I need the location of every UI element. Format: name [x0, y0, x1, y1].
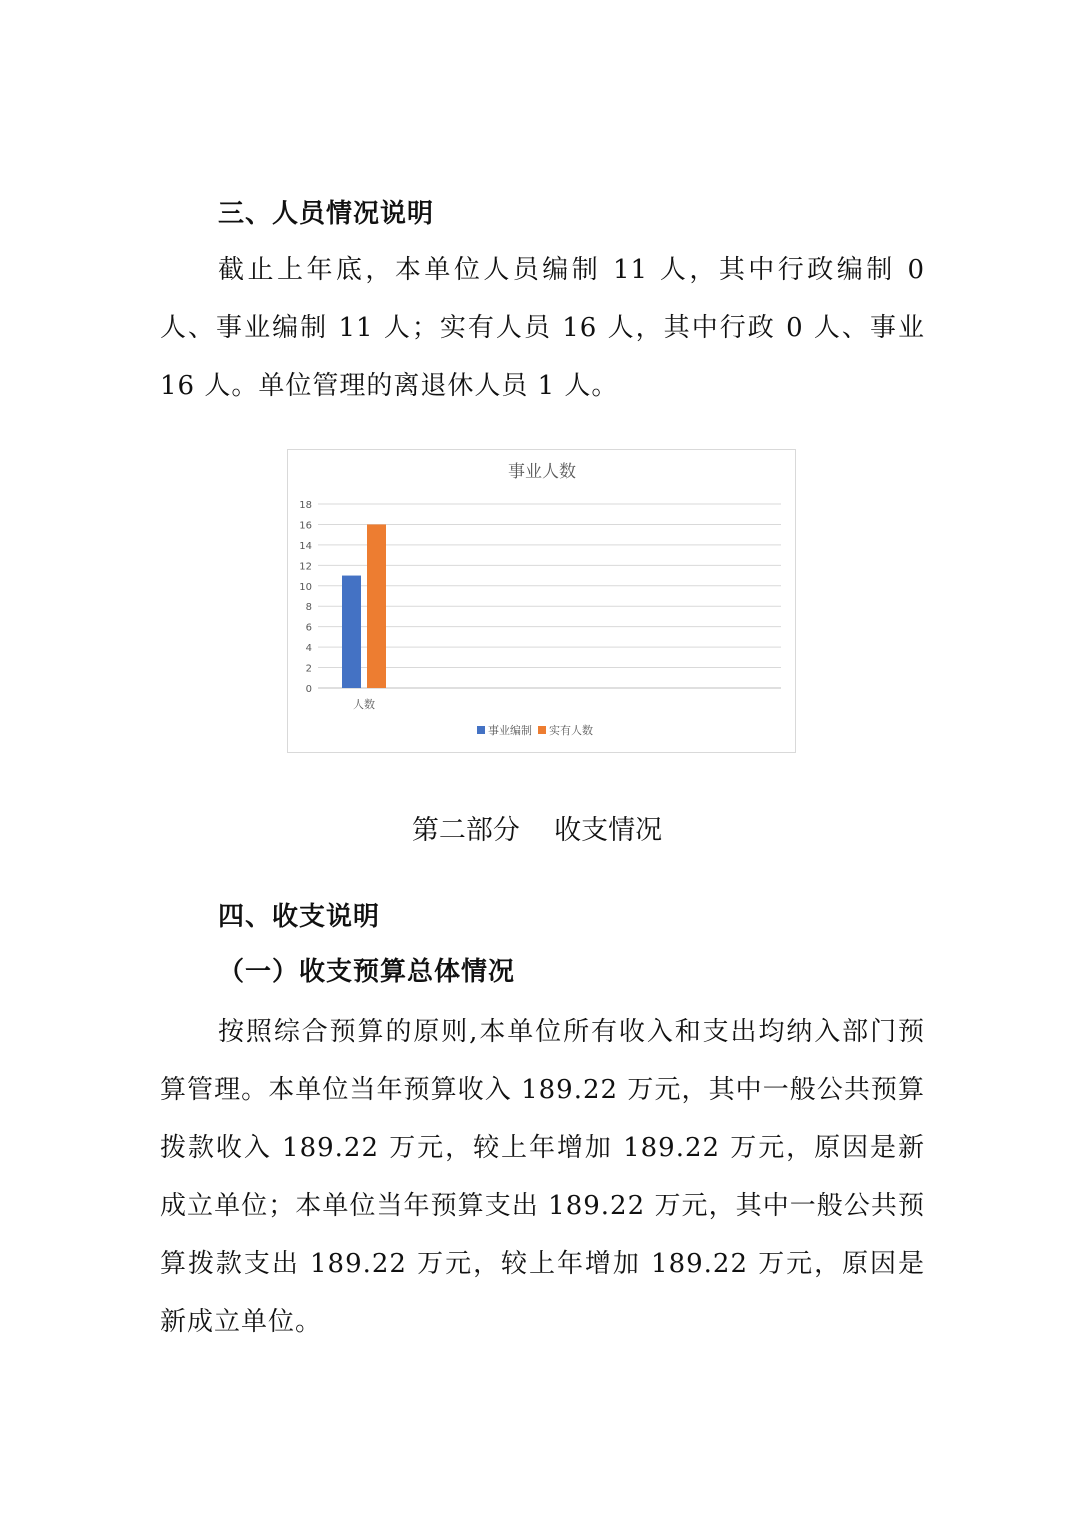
bar-事业编制	[342, 576, 361, 688]
part-title: 第二部分 收支情况	[411, 815, 663, 846]
legend-swatch	[538, 726, 546, 734]
chart-container	[287, 449, 796, 753]
section4-heading: 四、收支说明	[218, 902, 381, 932]
y-tick-label: 0	[305, 684, 312, 695]
section3-paragraph: 截止上年底，本单位人员编制 11 人，其中行政编制 0 人、事业编制 11 人；实有人员 16 人，其中行政 0 人、事业 16 人。单位管理的离退休人员 1 人。	[160, 255, 925, 401]
section4-subheading: （一）收支预算总体情况	[218, 957, 516, 987]
y-tick-label: 16	[299, 520, 312, 532]
y-tick-label: 6	[305, 622, 312, 634]
y-tick-label: 18	[299, 500, 312, 511]
bar-实有人数	[367, 524, 386, 688]
y-tick-label: 12	[299, 561, 312, 573]
y-tick-label: 4	[305, 643, 312, 655]
legend-label: 实有人数	[549, 724, 593, 737]
legend-label: 事业编制	[488, 724, 532, 737]
y-tick-label: 2	[305, 663, 312, 675]
section3-heading: 三、人员情况说明	[218, 199, 435, 229]
section4-paragraph: 按照综合预算的原则,本单位所有收入和支出均纳入部门预算管理。本单位当年预算收入 189.22 万元，其中一般公共预算拨款收入 189.22 万元，较上年增加 189.22 万元，原因是新成立单位；本单位当年预算支出 189.22 万元，其中一般公共预算拨款支出 189.22 万元，较上年增加 189.22 万元，原因是新成立单位。	[160, 1017, 925, 1337]
bar-chart	[288, 450, 797, 754]
chart-title: 事业人数	[508, 462, 576, 482]
y-tick-label: 8	[305, 602, 312, 614]
y-tick-label: 14	[299, 540, 312, 552]
y-tick-label: 10	[299, 581, 312, 593]
legend-swatch	[477, 726, 485, 734]
x-category-label: 人数	[353, 698, 375, 711]
